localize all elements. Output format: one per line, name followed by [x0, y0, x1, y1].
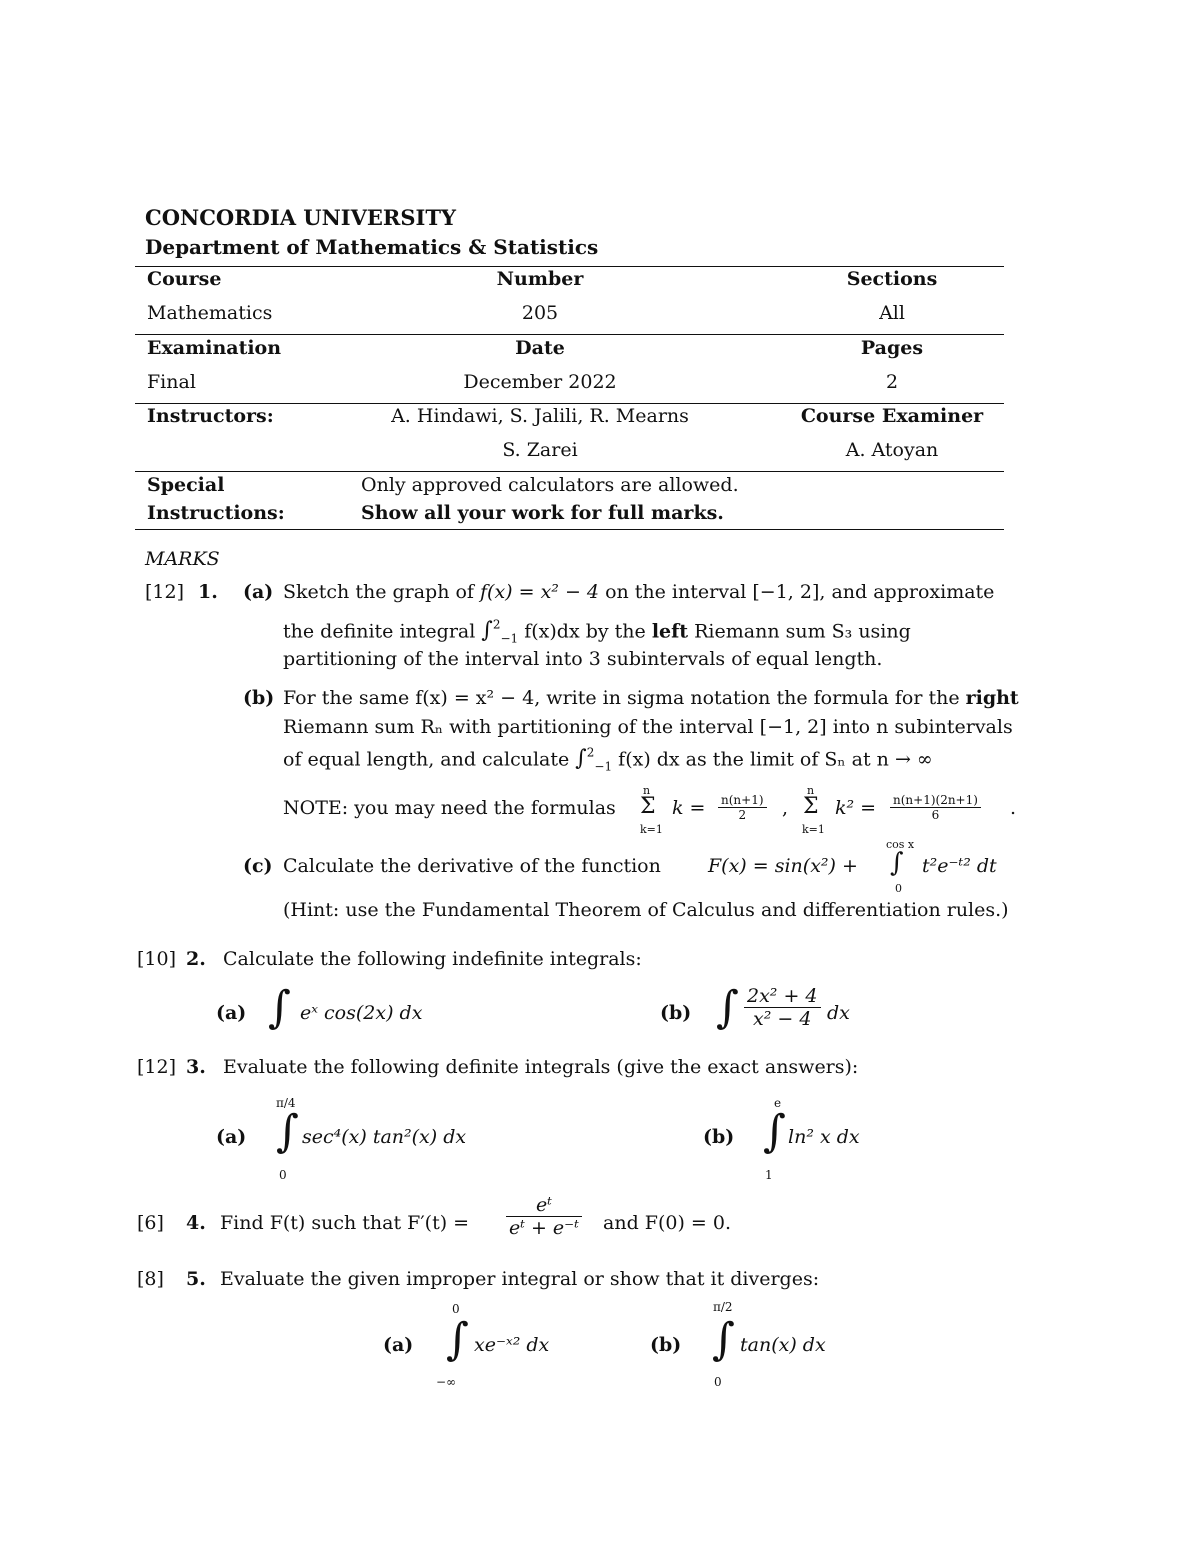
special-instruction-2: Show all your work for full marks.: [361, 502, 724, 524]
q1-marks: [12]: [145, 581, 185, 603]
integral-sign: ∫: [276, 1106, 299, 1157]
q2b-label: (b): [660, 1002, 692, 1024]
sum1-denominator: 2: [738, 808, 747, 822]
q4-text-post: and F(0) = 0.: [603, 1212, 731, 1234]
q5b-label: (b): [650, 1334, 682, 1356]
q4-numerator: eᵗ: [506, 1194, 582, 1217]
sum-upper-n: n: [807, 784, 815, 797]
pages-value: 2: [885, 371, 899, 393]
q2b-dx: dx: [827, 1002, 850, 1024]
exam-header: Examination: [147, 337, 282, 359]
q2b-denominator: x² − 4: [753, 1008, 812, 1030]
q1a-left-word: left: [651, 620, 689, 643]
q5a-lower-limit: −∞: [436, 1375, 457, 1389]
table-rule: [135, 266, 1004, 267]
sigma-icon: Σ: [640, 794, 656, 819]
sum2-fraction: [890, 793, 981, 822]
q5-text: Evaluate the given improper integral or show that it diverges:: [220, 1268, 820, 1290]
q1a-line-2-pre: the definite integral: [283, 620, 476, 643]
q1b-line-3-post: f(x) dx as the limit of Sₙ at n → ∞: [618, 748, 933, 771]
course-value: Mathematics: [147, 302, 273, 324]
q5-marks: [8]: [137, 1268, 164, 1290]
q5b-expression: tan(x) dx: [740, 1334, 826, 1356]
sum1-numerator: n(n+1): [718, 793, 767, 808]
q2a-label: (a): [216, 1002, 247, 1024]
q3b-upper-limit: e: [774, 1096, 782, 1110]
number-value: 205: [521, 302, 559, 324]
university-name: CONCORDIA UNIVERSITY: [145, 205, 456, 230]
q4-marks: [6]: [137, 1212, 164, 1234]
marks-label: MARKS: [145, 548, 220, 570]
q1a-function: f(x) = x² − 4: [480, 581, 600, 603]
q4-fraction: [506, 1194, 582, 1239]
sum2-numerator: n(n+1)(2n+1): [890, 793, 981, 808]
comma: ,: [782, 797, 789, 819]
q1b-line-3-pre: of equal length, and calculate: [283, 748, 570, 771]
q5-number: 5.: [186, 1268, 206, 1290]
sum2-denominator: 6: [931, 808, 940, 822]
hint-theorem: Fundamental Theorem of Calculus: [421, 899, 755, 921]
q1c-lower-limit: 0: [895, 882, 902, 895]
q1b-line-1: [283, 687, 1019, 709]
q5a-expression: xe⁻ˣ² dx: [474, 1334, 550, 1356]
examiner-value: A. Atoyan: [845, 439, 939, 461]
q3-marks: [12]: [137, 1056, 177, 1078]
q3-text: Evaluate the following definite integrals (give the exact answers):: [223, 1056, 859, 1078]
q1-note: [283, 797, 616, 819]
special-header-2: Instructions:: [147, 502, 285, 524]
q1b-label: (b): [243, 687, 275, 709]
department-name: Department of Mathematics & Statistics: [145, 235, 599, 259]
q5a-label: (a): [383, 1334, 414, 1356]
q1a-line-1: [283, 581, 994, 603]
q4-number: 4.: [186, 1212, 206, 1234]
q1a-label: (a): [243, 581, 274, 603]
q1a-line-1-post: on the interval [−1, 2], and approximate: [605, 581, 995, 603]
q2a-expression: eˣ cos(2x) dx: [300, 1002, 423, 1024]
q4-text-pre: Find F(t) such that F′(t) =: [220, 1212, 470, 1234]
q1c-function: F(x) = sin(x²) +: [708, 855, 858, 877]
sum1-fraction: [718, 793, 767, 822]
q3a-label: (a): [216, 1126, 247, 1148]
q1a-line-3: partitioning of the interval into 3 subintervals of equal length.: [283, 648, 883, 670]
q1c-upper-limit: cos x: [886, 838, 915, 851]
number-header: Number: [496, 268, 584, 290]
date-header: Date: [515, 337, 565, 359]
integral-sign: ∫: [712, 1314, 735, 1365]
date-value: December 2022: [463, 371, 617, 393]
examiner-header: Course Examiner: [800, 405, 984, 427]
sigma-icon: Σ: [803, 794, 819, 819]
pages-header: Pages: [860, 337, 924, 359]
q1b-line-3: [283, 746, 933, 774]
note-text: NOTE: you may need the formulas: [283, 797, 616, 819]
integral-sign: ∫: [446, 1314, 469, 1365]
special-instruction-1: Only approved calculators are allowed.: [361, 474, 739, 496]
q2-marks: [10]: [137, 948, 177, 970]
period: .: [1010, 797, 1017, 819]
special-header-1: Special: [147, 474, 225, 496]
q1c-label: (c): [243, 855, 273, 877]
sum1-lhs: k =: [672, 797, 706, 819]
integral-sign: ∫: [763, 1106, 786, 1157]
q3a-lower-limit: 0: [279, 1168, 287, 1182]
q3a-expression: sec⁴(x) tan²(x) dx: [302, 1126, 467, 1148]
q1a-line-2-post: Riemann sum S₃ using: [694, 620, 911, 643]
q1c-integrand: t²e⁻ᵗ² dt: [922, 855, 997, 877]
instructors-line-1: A. Hindawi, S. Jalili, R. Mearns: [391, 405, 689, 427]
q1a-line-1-pre: Sketch the graph of: [283, 581, 474, 603]
table-rule: [135, 334, 1004, 335]
table-rule: [135, 471, 1004, 472]
sum-lower-k1: k=1: [640, 823, 663, 836]
sum-lower-k1: k=1: [802, 823, 825, 836]
q1a-line-2: [283, 618, 911, 646]
table-rule: [135, 403, 1004, 404]
q4-denominator: eᵗ + e⁻ᵗ: [509, 1217, 579, 1239]
instructors-header: Instructors:: [147, 405, 274, 427]
q5a-upper-limit: 0: [452, 1302, 460, 1316]
hint-post: and differentiation rules.): [760, 899, 1009, 921]
q1-number: 1.: [198, 581, 218, 603]
q2b-numerator: 2x² + 4: [744, 985, 821, 1008]
q3b-lower-limit: 1: [765, 1168, 773, 1182]
q1b-line-1-pre: For the same f(x) = x² − 4, write in sigma notation the formula for the: [283, 687, 960, 709]
q1c-text: Calculate the derivative of the function: [283, 855, 661, 877]
integral-sign: ∫$^2_{-1}$: [575, 746, 613, 774]
q5b-upper-limit: π/2: [713, 1300, 733, 1314]
q2-number: 2.: [186, 948, 206, 970]
exam-value: Final: [147, 371, 196, 393]
integral-sign: ∫: [268, 982, 291, 1033]
q1b-line-2: Riemann sum Rₙ with partitioning of the interval [−1, 2] into n subintervals: [283, 716, 1013, 738]
table-rule: [135, 529, 1004, 530]
q1-hint: [283, 899, 1009, 921]
q2b-fraction: [744, 985, 821, 1030]
sum-upper-n: n: [643, 784, 651, 797]
q3a-upper-limit: π/4: [276, 1096, 296, 1110]
sections-header: Sections: [846, 268, 938, 290]
course-header: Course: [147, 268, 222, 290]
q1b-right-word: right: [965, 687, 1019, 709]
q3-number: 3.: [186, 1056, 206, 1078]
q3b-expression: ln² x dx: [788, 1126, 860, 1148]
integral-sign: ∫$^2_{-1}$: [481, 618, 519, 646]
q5b-lower-limit: 0: [714, 1375, 722, 1389]
integral-sign: ∫: [716, 982, 739, 1033]
q3b-label: (b): [703, 1126, 735, 1148]
q1a-line-2-mid: f(x)dx by the: [524, 620, 646, 643]
integral-sign: ∫: [890, 848, 904, 878]
sum2-lhs: k² =: [835, 797, 877, 819]
instructors-line-2: S. Zarei: [502, 439, 578, 461]
sections-value: All: [879, 302, 905, 324]
q2-text: Calculate the following indefinite integrals:: [223, 948, 642, 970]
hint-pre: (Hint: use the: [283, 899, 416, 921]
